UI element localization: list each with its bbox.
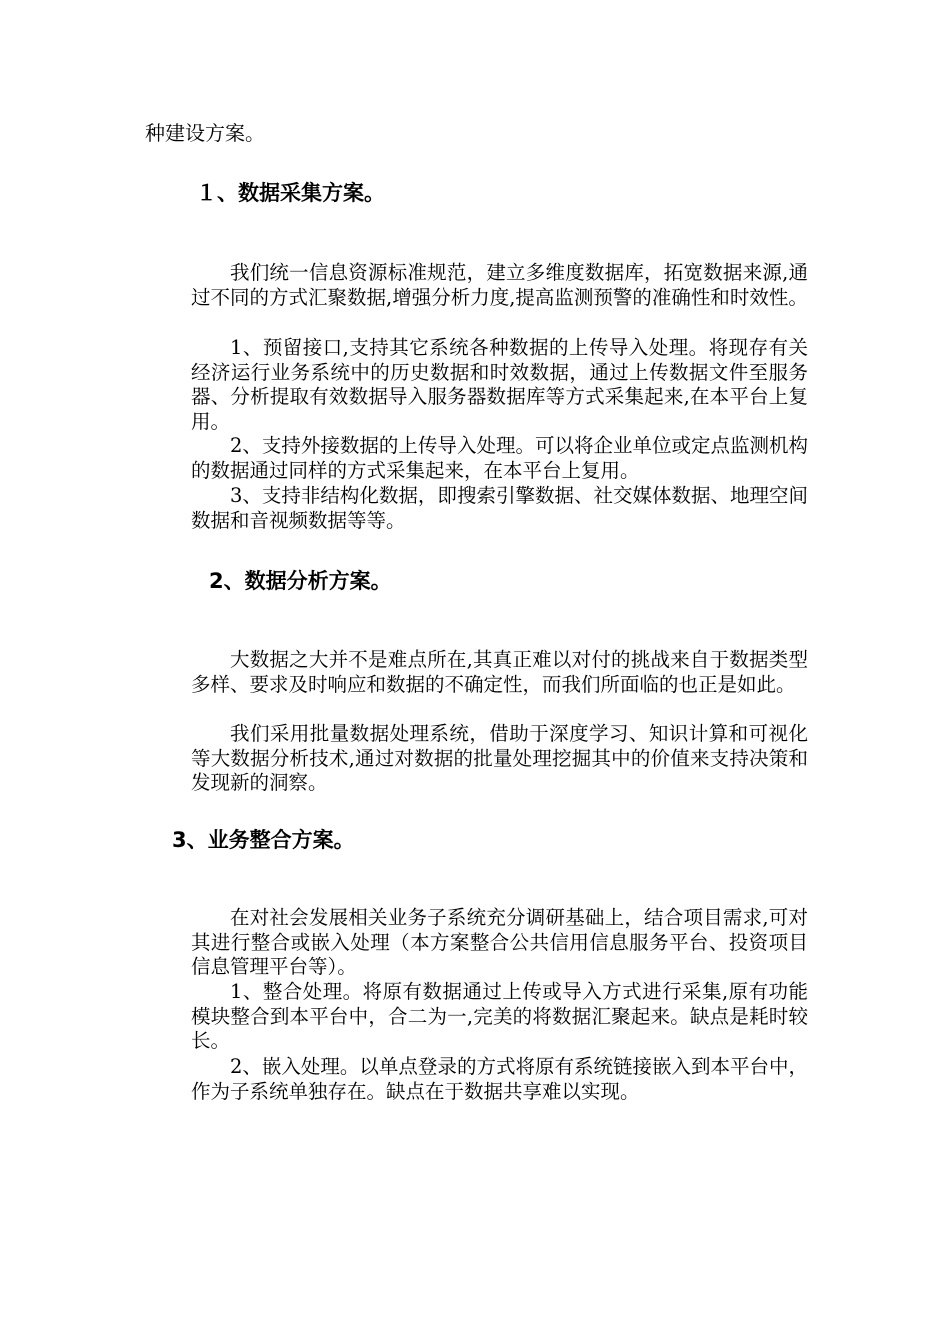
paragraph: 3、支持非结构化数据，即搜索引擎数据、社交媒体数据、地理空间数据和音视频数据等等。 <box>191 484 808 532</box>
paragraph: 2、嵌入处理。以单点登录的方式将原有系统链接嵌入到本平台中，作为子系统单独存在。缺点在于数据共享难以实现。 <box>191 1055 808 1103</box>
paragraph: 2、支持外接数据的上传导入处理。可以将企业单位或定点监测机构的数据通过同样的方式采集起来，在本平台上复用。 <box>191 434 808 482</box>
section-heading-data-analysis: 2、数据分析方案。 <box>209 569 392 593</box>
paragraph: 我们采用批量数据处理系统，借助于深度学习、知识计算和可视化等大数据分析技术,通过对数据的批量处理挖掘其中的价值来支持决策和发现新的洞察。 <box>191 722 808 795</box>
section-heading-data-collection: １、数据采集方案。 <box>196 181 385 205</box>
paragraph: 1、整合处理。将原有数据通过上传或导入方式进行采集,原有功能模块整合到本平台中，合二为一,完美的将数据汇聚起来。缺点是耗时较长。 <box>191 980 808 1053</box>
paragraph: 在对社会发展相关业务子系统充分调研基础上，结合项目需求,可对其进行整合或嵌入处理（本方案整合公共信用信息服务平台、投资项目信息管理平台等）。 <box>191 906 808 979</box>
section-heading-business-integration: 3、业务整合方案。 <box>172 828 355 852</box>
paragraph: 1、预留接口,支持其它系统各种数据的上传导入处理。将现存有关经济运行业务系统中的历史数据和时效数据，通过上传数据文件至服务器、分析提取有效数据导入服务器数据库等方式采集起来,在本平台上复用。 <box>191 336 808 433</box>
paragraph: 大数据之大并不是难点所在,其真正难以对付的挑战来自于数据类型多样、要求及时响应和数据的不确定性，而我们所面临的也正是如此。 <box>191 648 808 696</box>
continued-text-line: 种建设方案。 <box>145 121 265 145</box>
paragraph: 我们统一信息资源标准规范，建立多维度数据库，拓宽数据来源,通过不同的方式汇聚数据,增强分析力度,提高监测预警的准确性和时效性。 <box>191 261 808 309</box>
